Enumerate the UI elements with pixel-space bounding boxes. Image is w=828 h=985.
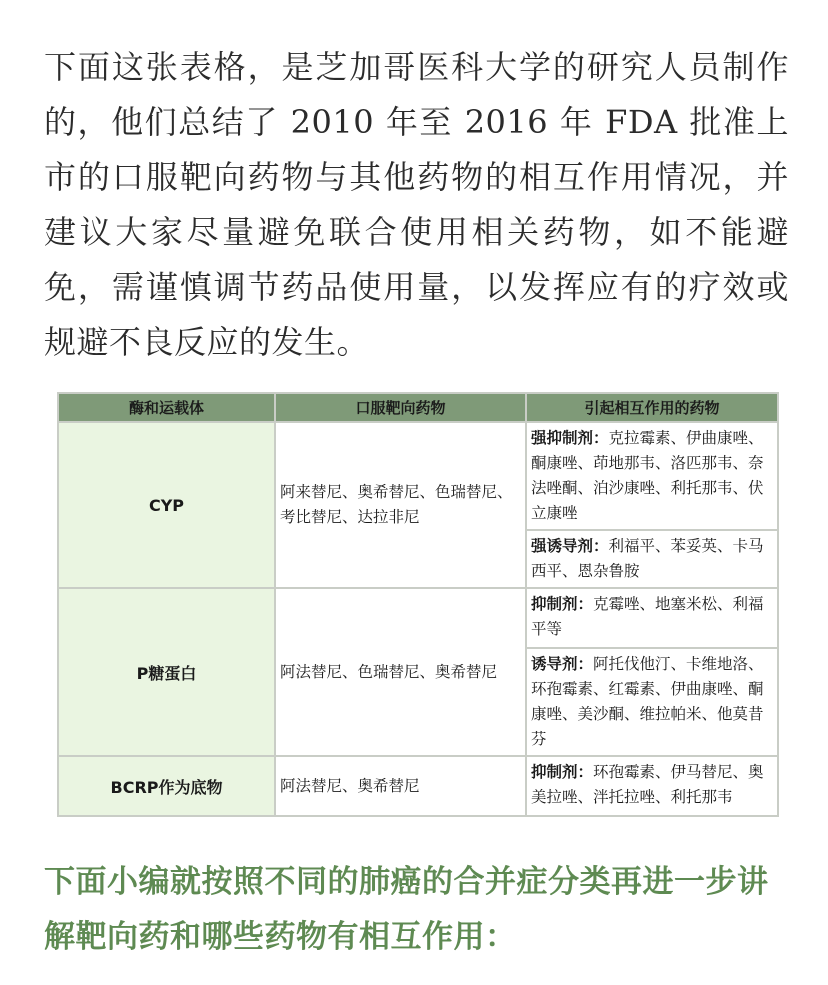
header-targeted-drug: 口服靶向药物 <box>275 393 526 422</box>
interaction-label: 诱导剂： <box>531 655 594 673</box>
interaction-label: 抑制剂： <box>531 763 594 781</box>
targeted-drugs-cell: 阿法替尼、色瑞替尼、奥希替尼 <box>275 588 526 756</box>
table-row <box>58 756 778 816</box>
header-interacting-drug: 引起相互作用的药物 <box>526 393 778 422</box>
interaction-table-container <box>57 392 777 817</box>
interaction-text: 克拉霉素、伊曲康唑、酮康唑、茚地那韦、洛匹那韦、奈法唑酮、泊沙康唑、利托那韦、伏立康唑 <box>531 429 764 522</box>
interaction-cell <box>526 756 778 816</box>
table-row <box>58 422 778 530</box>
interaction-label: 强诱导剂： <box>531 537 609 555</box>
closing-paragraph: 下面小编就按照不同的肺癌的合并症分类再进一步讲解靶向药和哪些药物有相互作用： <box>44 864 769 955</box>
enzyme-cell: P糖蛋白 <box>58 588 275 756</box>
interaction-text: 阿托伐他汀、卡维地洛、环孢霉素、红霉素、伊曲康唑、酮康唑、美沙酮、维拉帕米、他莫昔芬 <box>531 655 764 748</box>
intro-paragraph: 下面这张表格，是芝加哥医科大学的研究人员制作的，他们总结了 2010 年至 2016 年 FDA 批准上市的口服靶向药物与其他药物的相互作用情况，并建议大家尽量避免联合使用相关药物，如不能避免，需谨慎调节药品使用量，以发挥应有的疗效或规避不良反应的发生。 <box>44 48 789 361</box>
interaction-cell <box>526 588 778 648</box>
interaction-label: 抑制剂： <box>531 595 594 613</box>
interaction-text: 利福平、苯妥英、卡马西平、恩杂鲁胺 <box>531 537 764 580</box>
drug-interaction-table <box>57 392 779 817</box>
interaction-text: 环孢霉素、伊马替尼、奥美拉唑、泮托拉唑、利托那韦 <box>531 763 764 806</box>
targeted-drugs-cell: 阿来替尼、奥希替尼、色瑞替尼、考比替尼、达拉非尼 <box>275 422 526 588</box>
table-header-row <box>58 393 778 422</box>
enzyme-cell: BCRP作为底物 <box>58 756 275 816</box>
interaction-cell <box>526 648 778 756</box>
interaction-text: 克霉唑、地塞米松、利福平等 <box>531 595 764 638</box>
interaction-cell <box>526 530 778 588</box>
enzyme-cell: CYP <box>58 422 275 588</box>
header-enzyme: 酶和运载体 <box>58 393 275 422</box>
table-row <box>58 588 778 648</box>
targeted-drugs-cell: 阿法替尼、奥希替尼 <box>275 756 526 816</box>
interaction-label: 强抑制剂： <box>531 429 609 447</box>
interaction-cell <box>526 422 778 530</box>
